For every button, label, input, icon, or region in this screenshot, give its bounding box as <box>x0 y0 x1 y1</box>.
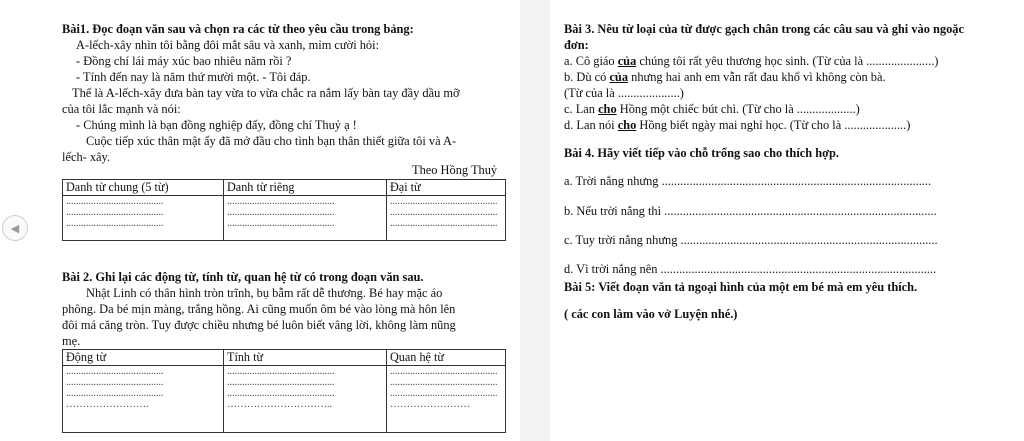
exercise-5-note: ( các con làm vào vở Luyện nhé.) <box>564 307 738 321</box>
answer-blank[interactable]: ....................................... <box>66 377 164 388</box>
chevron-left-icon: ◀ <box>10 222 20 235</box>
table2-header: Động từ <box>63 350 224 366</box>
answer-blank[interactable]: ………………………….. <box>227 399 332 410</box>
table2-header: Tính từ <box>224 350 387 366</box>
ex3-text: Hồng một chiếc bút chì. (Từ cho là ...................) <box>616 102 860 116</box>
ex1-table <box>62 179 506 241</box>
ex3-text: Hồng biết ngày mai nghỉ học. (Từ cho là ....................) <box>636 118 911 132</box>
ex3-item-a <box>564 54 938 68</box>
answer-blank[interactable]: ....................................... <box>66 388 164 399</box>
answer-blank[interactable]: ........................................... <box>227 377 335 388</box>
underlined-word: của <box>617 54 637 68</box>
ex3-item-d <box>564 118 910 132</box>
answer-blank[interactable]: ....................................... <box>66 366 164 377</box>
exercise-5-title: Bài 5: Viết đoạn văn tả ngoại hình của một em bé mà em yêu thích. <box>564 280 918 294</box>
ex3-text: b. Dù có <box>564 70 610 84</box>
ex1-line: - Chúng mình là bạn đồng nghiệp đấy, đồng chí Thuỷ ạ ! <box>76 118 357 132</box>
exercise-2-title: Bài 2. Ghi lại các động từ, tính từ, quan hệ từ có trong đoạn văn sau. <box>62 270 424 284</box>
answer-blank[interactable]: ........................................... <box>227 388 335 399</box>
ex1-line: A-lếch-xây nhìn tôi bằng đôi mắt sâu và xanh, mỉm cười hỏi: <box>76 38 380 52</box>
ex2-table <box>62 349 506 433</box>
ex3-item-b <box>564 70 886 84</box>
answer-blank[interactable]: …………………… <box>390 399 470 410</box>
ex3-text: chúng tôi rất yêu thương học sinh. (Từ của là ......................) <box>636 54 939 68</box>
ex4-item-c[interactable]: c. Tuy trời nắng nhưng ................................................................................... <box>564 233 938 247</box>
left-page <box>58 0 510 441</box>
page-gutter <box>520 0 550 441</box>
answer-blank[interactable]: ....................................... <box>66 196 164 207</box>
exercise-4-title: Bài 4. Hãy viết tiếp vào chỗ trống sao cho thích hợp. <box>564 146 839 160</box>
table1-header: Danh từ chung (5 từ) <box>63 180 224 196</box>
table2-header: Quan hệ từ <box>387 350 506 366</box>
answer-blank[interactable]: ....................................... <box>66 207 164 218</box>
ex3-text: c. Lan <box>564 102 599 116</box>
answer-blank[interactable]: ........................................... <box>227 366 335 377</box>
right-page <box>560 0 1020 441</box>
ex4-item-a[interactable]: a. Trời nắng nhưng ....................................................................................... <box>564 174 932 188</box>
ex1-line: của tôi lắc mạnh và nói: <box>62 102 181 116</box>
ex3-text: a. Cô giáo <box>564 54 618 68</box>
ex2-line: mẹ. <box>62 334 81 348</box>
exercise-3-title: Bài 3. Nêu từ loại của từ được gạch chân trong các câu sau và ghi vào ngoặc <box>564 22 964 36</box>
ex2-line: phông. Da bé mịn màng, trắng hồng. Ai cũng muốn ôm bé vào lòng mà hôn lên <box>62 302 456 316</box>
answer-blank[interactable]: ........................................... <box>390 388 498 399</box>
answer-blank[interactable]: ........................................... <box>390 366 498 377</box>
ex2-line: đôi má căng tròn. Tuy được chiều nhưng bé luôn biết vâng lời, không làm nũng <box>62 318 456 332</box>
ex1-line: lếch- xây. <box>62 150 111 164</box>
answer-blank[interactable]: ........................................... <box>227 207 335 218</box>
exercise-3-title-cont: đơn: <box>564 38 589 52</box>
table1-header: Đại từ <box>387 180 506 196</box>
answer-blank[interactable]: ........................................... <box>390 218 498 229</box>
ex4-item-d[interactable]: d. Vì trời nắng nên ......................................................................................... <box>564 262 937 276</box>
table1-header: Danh từ riêng <box>224 180 387 196</box>
answer-blank[interactable]: ....................................... <box>66 218 164 229</box>
answer-blank[interactable]: ........................................... <box>390 207 498 218</box>
ex1-line: - Tính đến nay là năm thứ mười một. - Tôi đáp. <box>76 70 311 84</box>
answer-blank[interactable]: ........................................... <box>227 218 335 229</box>
ex2-line: Nhật Linh có thân hình tròn trĩnh, bụ bẫm rất dễ thương. Bé hay mặc áo <box>86 286 443 300</box>
ex1-source: Theo Hồng Thuỷ <box>412 163 498 177</box>
answer-blank[interactable]: ........................................... <box>227 196 335 207</box>
underlined-word: cho <box>598 102 617 116</box>
exercise-1-title: Bài1. Đọc đoạn văn sau và chọn ra các từ theo yêu cầu trong bảng: <box>62 22 414 36</box>
ex3-item-b-cont: (Từ của là ....................) <box>564 86 684 100</box>
ex3-text: d. Lan nói <box>564 118 618 132</box>
answer-blank[interactable]: ……………………. <box>66 399 149 410</box>
underlined-word: cho <box>617 118 637 132</box>
underlined-word: của <box>609 70 629 84</box>
ex4-item-b[interactable]: b. Nếu trời nắng thì ........................................................................................ <box>564 204 937 218</box>
ex1-line: - Đồng chí lái máy xúc bao nhiêu năm rồi ? <box>76 54 292 68</box>
ex3-item-c <box>564 102 860 116</box>
previous-page-button[interactable] <box>2 215 28 241</box>
answer-blank[interactable]: ........................................... <box>390 377 498 388</box>
ex1-line: Thế là A-lếch-xây đưa bàn tay vừa to vừa chắc ra nắm lấy bàn tay đầy dầu mỡ <box>72 86 460 100</box>
ex3-text: nhưng hai anh em vẫn rất đau khổ vì không còn bà. <box>628 70 886 84</box>
ex1-line: Cuộc tiếp xúc thân mật ấy đã mở đầu cho tình bạn thân thiết giữa tôi và A- <box>86 134 457 148</box>
answer-blank[interactable]: ........................................... <box>390 196 498 207</box>
